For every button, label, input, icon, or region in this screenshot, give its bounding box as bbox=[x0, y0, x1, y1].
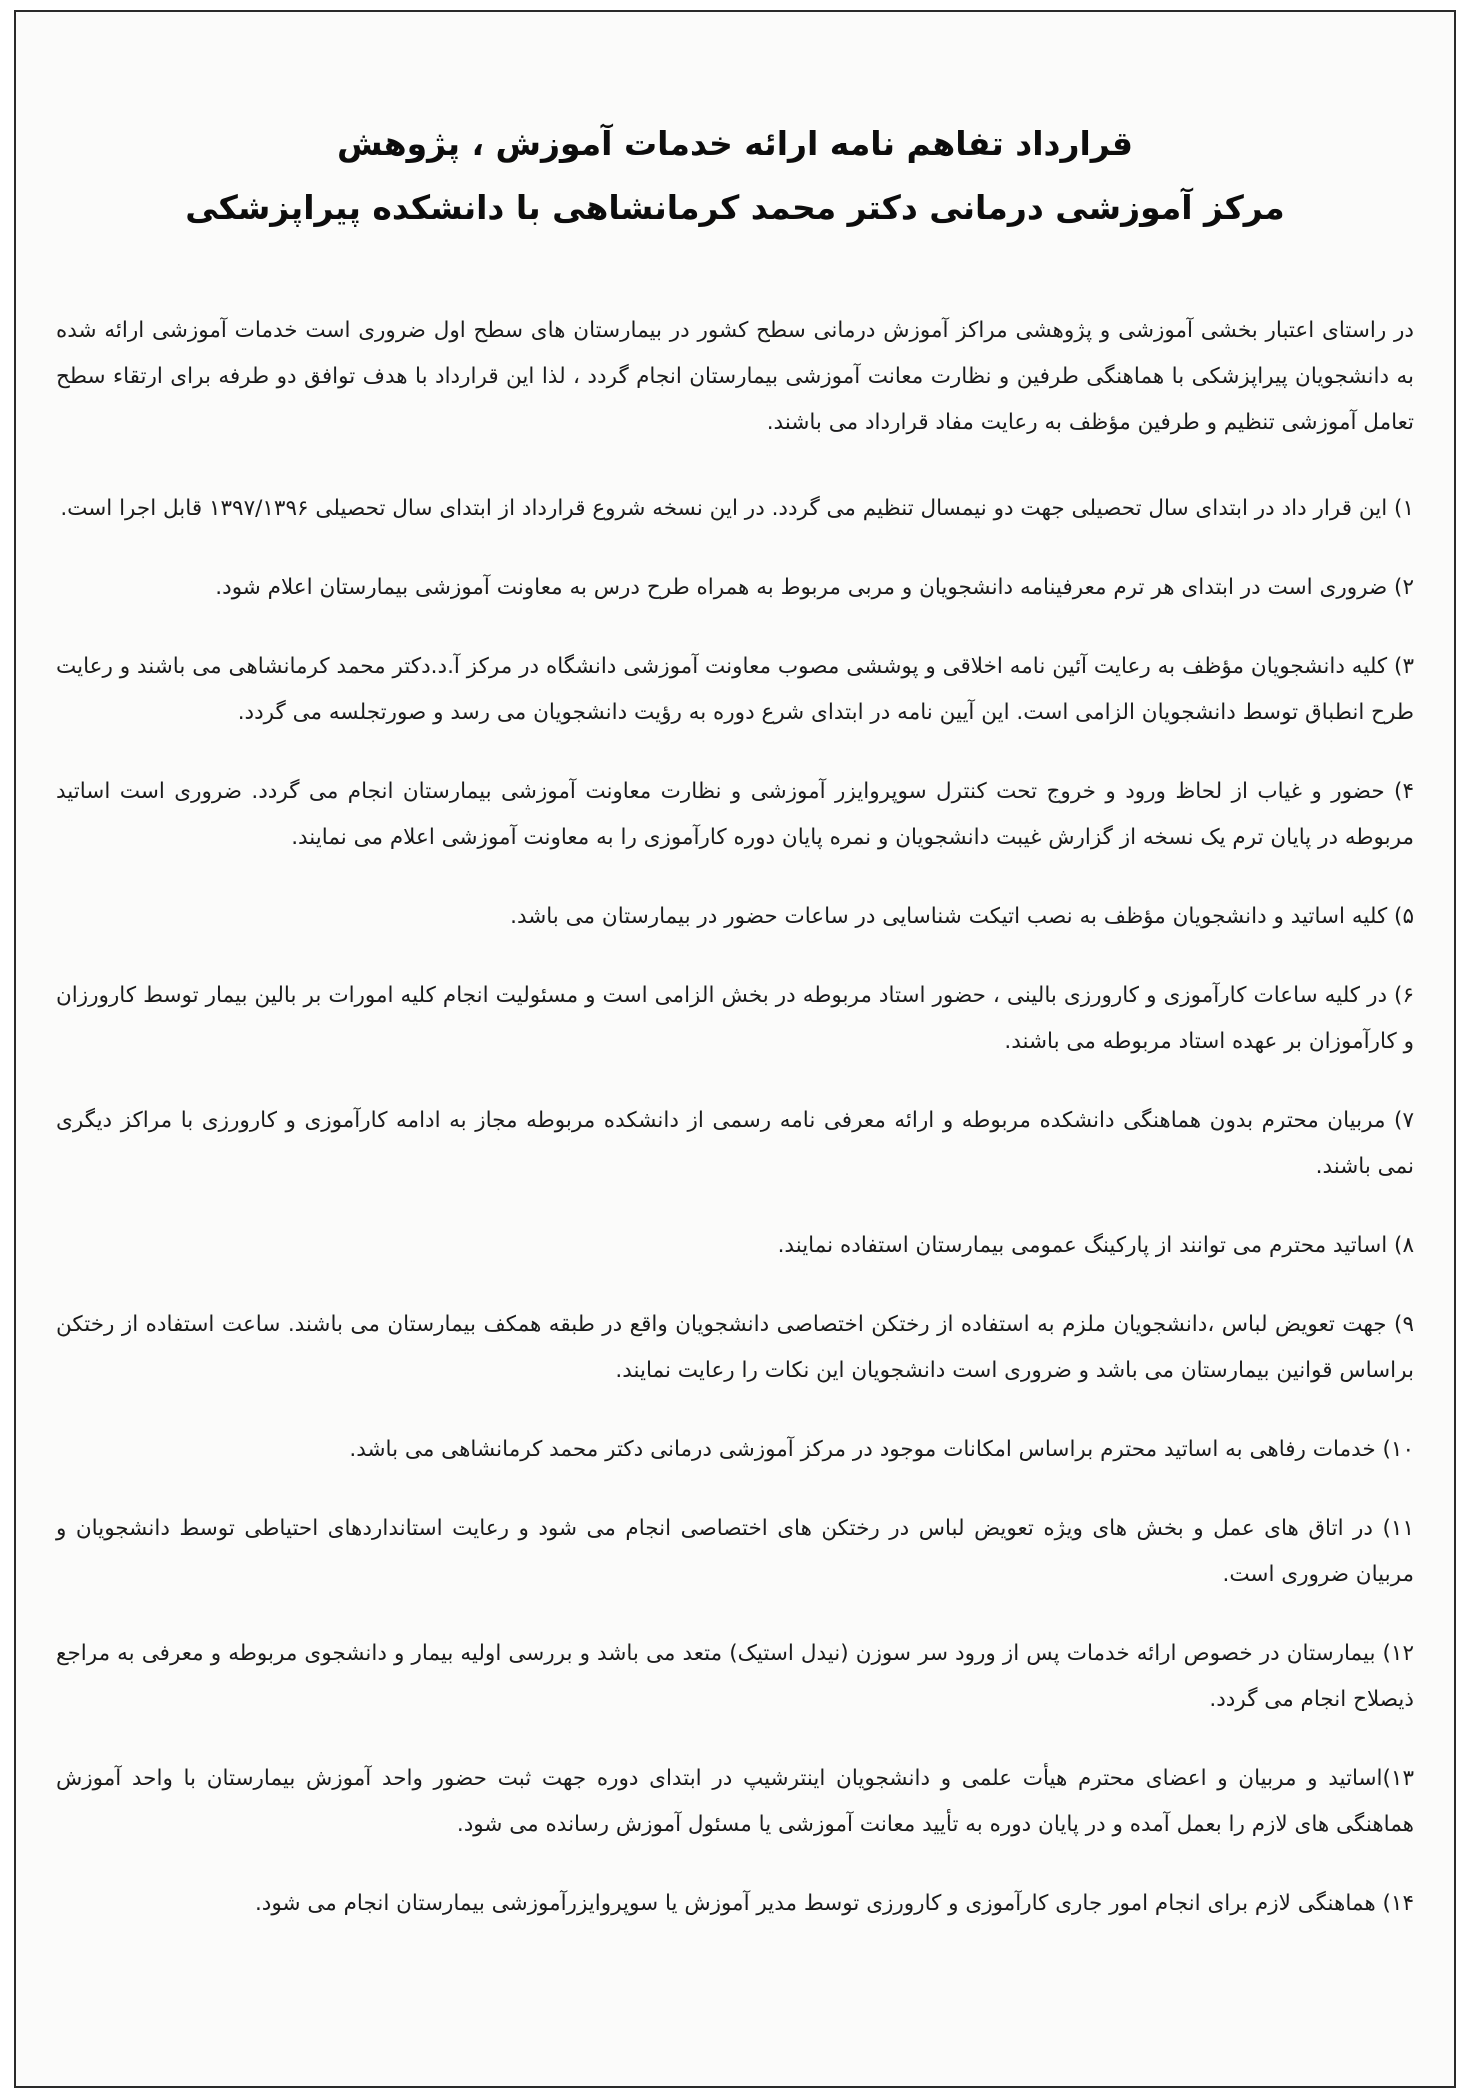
clause-13: ۱۳)اساتید و مربیان و اعضای محترم هیأت علمی و دانشجویان اینترشیپ در ابتدای دوره جهت ثبت حضور واحد آموزش بیمارستان با واحد آموزش هماهنگی های لازم را بعمل آمده و در پایان دوره به تأیید معانت آموزشی یا مسئول آموزش رسانده می شود. bbox=[56, 1766, 1414, 1837]
clause-11: ۱۱) در اتاق های عمل و بخش های ویژه تعویض لباس در رختکن های اختصاصی انجام می شود و رعایت استانداردهای احتیاطی توسط دانشجویان و مربیان ضروری است. bbox=[56, 1516, 1414, 1587]
clause-1: ۱) این قرار داد در ابتدای سال تحصیلی جهت دو نیمسال تنظیم می گردد. در این نسخه شروع قرارداد از ابتدای سال تحصیلی ۱۳۹۷/۱۳۹۶ قابل اجرا است. bbox=[60, 496, 1414, 521]
clause-9: ۹) جهت تعویض لباس ،دانشجویان ملزم به استفاده از رختکن اختصاصی دانشجویان واقع در طبقه همکف بیمارستان می باشند. ساعت استفاده از رختکن براساس قوانین بیمارستان می باشد و ضروری است دانشجویان این نکات را رعایت نمایند. bbox=[56, 1312, 1414, 1383]
document-subtitle: مرکز آموزشی درمانی دکتر محمد کرمانشاهی با دانشکده پیراپزشکی bbox=[185, 188, 1285, 227]
clause-2: ۲) ضروری است در ابتدای هر ترم معرفینامه دانشجویان و مربی مربوط به همراه طرح درس به معاونت آموزشی بیمارستان اعلام شود. bbox=[215, 575, 1414, 600]
clause-7: ۷) مربیان محترم بدون هماهنگی دانشکده مربوطه و ارائه معرفی نامه رسمی از دانشکده مربوطه مجاز به ادامه کارآموزی و کارورزی با مراکز دیگری نمی باشند. bbox=[56, 1108, 1414, 1179]
clause-5: ۵) کلیه اساتید و دانشجویان مؤظف به نصب اتیکت شناسایی در ساعات حضور در بیمارستان می باشد. bbox=[510, 904, 1414, 929]
document-page bbox=[14, 10, 1456, 2088]
document-body bbox=[56, 12, 1414, 2086]
clause-8: ۸) اساتید محترم می توانند از پارکینگ عمومی بیمارستان استفاده نمایند. bbox=[777, 1233, 1414, 1258]
clause-14: ۱۴) هماهنگی لازم برای انجام امور جاری کارآموزی و کارورزی توسط مدیر آموزش یا سوپروایزرآموزشی بیمارستان انجام می شود. bbox=[254, 1891, 1414, 1916]
clause-12: ۱۲) بیمارستان در خصوص ارائه خدمات پس از ورود سر سوزن (نیدل استیک) متعد می باشد و بررسی اولیه بیمار و دانشجوی مربوطه و معرفی به مراجع ذیصلاح انجام می گردد. bbox=[56, 1641, 1414, 1712]
clause-6: ۶) در کلیه ساعات کارآموزی و کارورزی بالینی ، حضور استاد مربوطه در بخش الزامی است و مسئولیت انجام کلیه امورات بر بالین بیمار توسط کارورزان و کارآموزان بر عهده استاد مربوطه می باشند. bbox=[56, 983, 1414, 1054]
document-header bbox=[56, 112, 1414, 240]
clause-4: ۴) حضور و غیاب از لحاظ ورود و خروج تحت کنترل سوپروایزر آموزشی و نظارت معاونت آموزشی بیمارستان انجام می گردد. ضروری است اساتید مربوطه در پایان ترم یک نسخه از گزارش غیبت دانشجویان و نمره پایان دوره کارآموزی را به معاونت آموزشی اعلام می نمایند. bbox=[56, 779, 1414, 850]
intro-paragraph: در راستای اعتبار بخشی آموزشی و پژوهشی مراکز آموزش درمانی سطح کشور در بیمارستان های سطح اول ضروری است خدمات آموزشی ارائه شده به دانشجویان پیراپزشکی با هماهنگی طرفین و نظارت معانت آموزشی بیمارستان انجام گردد ، لذا این قرارداد با هدف توافق دو طرفه برای ارتقاء سطح تعامل آموزشی تنظیم و طرفین مؤظف به رعایت مفاد قرارداد می باشند. bbox=[56, 318, 1414, 435]
clause-3: ۳) کلیه دانشجویان مؤظف به رعایت آئین نامه اخلاقی و پوششی مصوب معاونت آموزشی دانشگاه در مرکز آ.د.دکتر محمد کرمانشاهی می باشند و رعایت طرح انطباق توسط دانشجویان الزامی است. این آیین نامه در ابتدای شرع دوره به رؤیت دانشجویان می رسد و صورتجلسه می گردد. bbox=[56, 654, 1414, 725]
clause-10: ۱۰) خدمات رفاهی به اساتید محترم براساس امکانات موجود در مرکز آموزشی درمانی دکتر محمد کرمانشاهی می باشد. bbox=[349, 1437, 1414, 1462]
document-title: قرارداد تفاهم نامه ارائه خدمات آموزش ، پژوهش bbox=[337, 124, 1133, 163]
